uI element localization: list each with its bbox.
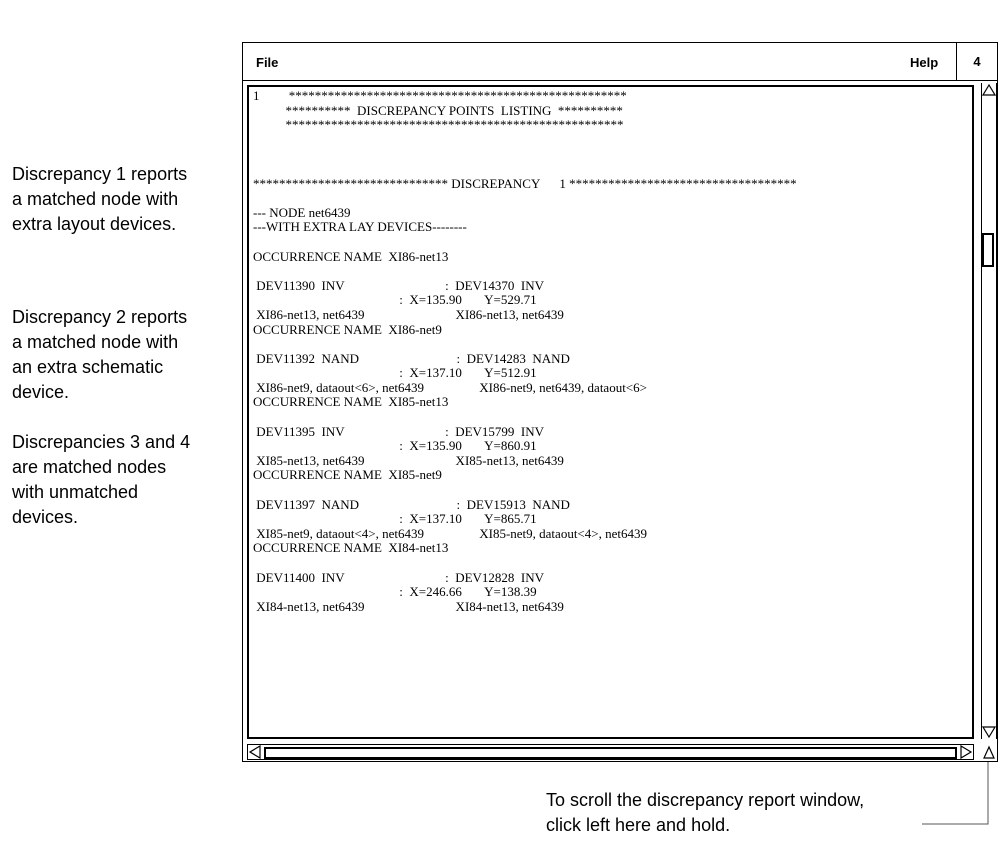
report-line: ****************************** DISCREPANCY 1 *********************************** xyxy=(253,175,797,191)
report-line: DEV11392 NAND : DEV14283 NAND xyxy=(253,350,570,366)
report-line: DEV11395 INV : DEV15799 INV xyxy=(253,423,545,439)
annotation-line: extra layout devices. xyxy=(12,214,177,234)
report-line: OCCURRENCE NAME XI86-net13 xyxy=(253,248,449,264)
report-line: OCCURRENCE NAME XI85-net13 xyxy=(253,394,449,410)
report-line: : X=246.66 Y=138.39 xyxy=(253,584,537,600)
annotation-line: are matched nodes xyxy=(12,457,167,477)
annotation-line: an extra schematic xyxy=(12,357,164,377)
callout-line: To scroll the discrepancy report window, xyxy=(546,790,865,810)
report-line: : X=137.10 Y=865.71 xyxy=(253,511,537,527)
vertical-scroll-thumb[interactable] xyxy=(982,233,994,267)
scroll-callout xyxy=(546,788,864,838)
scroll-down-arrow-icon[interactable] xyxy=(982,725,996,739)
horizontal-scrollbar[interactable] xyxy=(247,744,974,760)
report-line: 1 **************************************************** xyxy=(253,88,627,103)
menu-bar xyxy=(243,43,997,81)
report-line: DEV11397 NAND : DEV15913 NAND xyxy=(253,496,570,512)
annotation-line: a matched node with xyxy=(12,332,179,352)
report-text xyxy=(249,87,797,614)
discrepancy-report-window xyxy=(242,42,998,762)
report-line: DEV11400 INV : DEV12828 INV xyxy=(253,569,545,585)
horizontal-scroll-thumb[interactable] xyxy=(264,747,957,759)
annotation-line: Discrepancy 2 reports xyxy=(12,307,188,327)
annotation-line: device. xyxy=(12,382,70,402)
report-line: OCCURRENCE NAME XI86-net9 xyxy=(253,321,442,337)
report-line: XI85-net13, net6439 XI85-net13, net6439 xyxy=(253,452,564,468)
annotation-line: Discrepancies 3 and 4 xyxy=(12,432,191,452)
report-line: : X=135.90 Y=860.91 xyxy=(253,438,537,454)
annotation-line: Discrepancy 1 reports xyxy=(12,164,188,184)
scroll-left-arrow-icon[interactable] xyxy=(248,745,262,759)
report-line: OCCURRENCE NAME XI84-net13 xyxy=(253,540,449,556)
report-line: XI84-net13, net6439 XI84-net13, net6439 xyxy=(253,598,564,614)
report-line: XI86-net13, net6439 XI86-net13, net6439 xyxy=(253,306,564,322)
annotation-discrepancy-1 xyxy=(12,162,187,237)
callout-line: click left here and hold. xyxy=(546,815,731,835)
annotation-line: a matched node with xyxy=(12,189,179,209)
page-number: 4 xyxy=(956,43,997,80)
report-line: XI85-net9, dataout<4>, net6439 XI85-net9, dataout<4>, net6439 xyxy=(253,525,647,541)
report-text-area[interactable] xyxy=(247,85,974,739)
report-line: OCCURRENCE NAME XI85-net9 xyxy=(253,467,442,483)
report-line: DEV11390 INV : DEV14370 INV xyxy=(253,277,545,293)
report-line: : X=135.90 Y=529.71 xyxy=(253,292,537,308)
scroll-up-arrow-icon[interactable] xyxy=(982,83,996,97)
file-menu[interactable]: File xyxy=(256,55,279,70)
annotation-discrepancy-2 xyxy=(12,305,187,405)
report-line: **************************************************** xyxy=(253,117,624,133)
vertical-scrollbar[interactable] xyxy=(981,83,997,739)
scroll-corner-arrow-icon[interactable] xyxy=(981,744,997,760)
annotation-line: devices. xyxy=(12,507,79,527)
report-line: : X=137.10 Y=512.91 xyxy=(253,365,537,381)
report-line: ---WITH EXTRA LAY DEVICES-------- xyxy=(253,219,467,235)
help-menu[interactable]: Help xyxy=(910,55,939,70)
annotation-line: with unmatched xyxy=(12,482,139,502)
report-line: --- NODE net6439 xyxy=(253,204,351,220)
report-line: ********** DISCREPANCY POINTS LISTING ********** xyxy=(253,102,623,118)
scroll-right-arrow-icon[interactable] xyxy=(959,745,973,759)
annotation-discrepancies-3-4 xyxy=(12,430,190,530)
report-line: XI86-net9, dataout<6>, net6439 XI86-net9, net6439, dataout<6> xyxy=(253,379,647,395)
